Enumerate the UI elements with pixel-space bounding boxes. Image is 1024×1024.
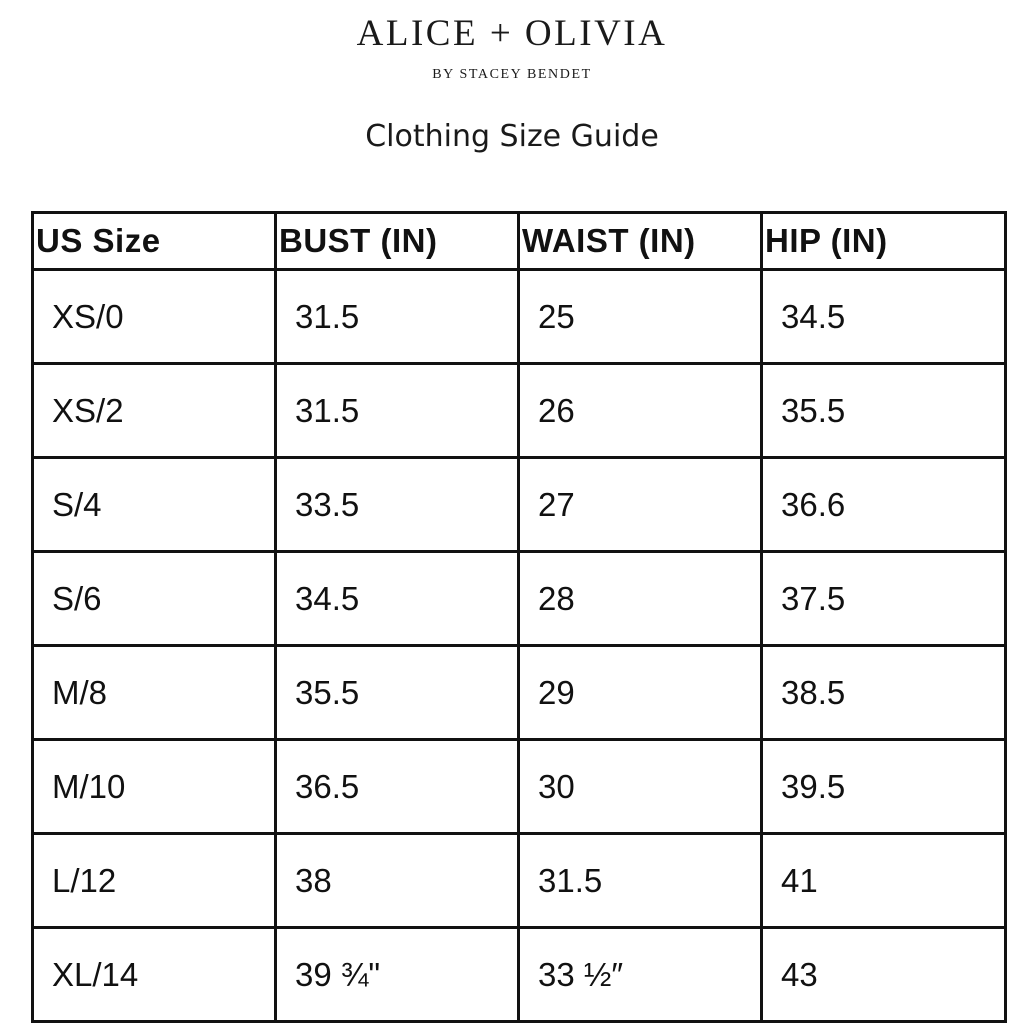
bust-cell: 34.5	[276, 552, 519, 646]
size-cell: S/6	[33, 552, 276, 646]
waist-cell: 33 ½″	[519, 928, 762, 1022]
size-cell: S/4	[33, 458, 276, 552]
waist-cell: 30	[519, 740, 762, 834]
table-row	[33, 646, 1006, 740]
waist-cell: 25	[519, 270, 762, 364]
hip-cell: 39.5	[762, 740, 1006, 834]
bust-cell: 39 ¾"	[276, 928, 519, 1022]
page-title: Clothing Size Guide	[365, 119, 659, 154]
size-cell: L/12	[33, 834, 276, 928]
header-waist: WAIST (IN)	[519, 213, 762, 270]
header-hip: HIP (IN)	[762, 213, 1006, 270]
brand-logo: ALICE + OLIVIA	[356, 13, 668, 54]
bust-cell: 35.5	[276, 646, 519, 740]
bust-cell: 38	[276, 834, 519, 928]
table-row	[33, 928, 1006, 1022]
header-us-size: US Size	[33, 213, 276, 270]
bust-cell: 31.5	[276, 364, 519, 458]
bust-cell: 36.5	[276, 740, 519, 834]
hip-cell: 41	[762, 834, 1006, 928]
table-header-row	[33, 213, 1006, 270]
table-row	[33, 458, 1006, 552]
hip-cell: 34.5	[762, 270, 1006, 364]
waist-cell: 28	[519, 552, 762, 646]
bust-cell: 33.5	[276, 458, 519, 552]
header-bust: BUST (IN)	[276, 213, 519, 270]
table-row	[33, 270, 1006, 364]
bust-cell: 31.5	[276, 270, 519, 364]
hip-cell: 37.5	[762, 552, 1006, 646]
hip-cell: 36.6	[762, 458, 1006, 552]
hip-cell: 43	[762, 928, 1006, 1022]
size-cell: XS/2	[33, 364, 276, 458]
waist-cell: 27	[519, 458, 762, 552]
size-cell: M/10	[33, 740, 276, 834]
size-table	[31, 211, 1007, 1023]
hip-cell: 35.5	[762, 364, 1006, 458]
size-cell: XL/14	[33, 928, 276, 1022]
brand-byline: BY STACEY BENDET	[432, 67, 592, 82]
table-row	[33, 740, 1006, 834]
table-row	[33, 834, 1006, 928]
table-row	[33, 552, 1006, 646]
waist-cell: 26	[519, 364, 762, 458]
size-cell: XS/0	[33, 270, 276, 364]
waist-cell: 31.5	[519, 834, 762, 928]
size-cell: M/8	[33, 646, 276, 740]
hip-cell: 38.5	[762, 646, 1006, 740]
table-row	[33, 364, 1006, 458]
waist-cell: 29	[519, 646, 762, 740]
